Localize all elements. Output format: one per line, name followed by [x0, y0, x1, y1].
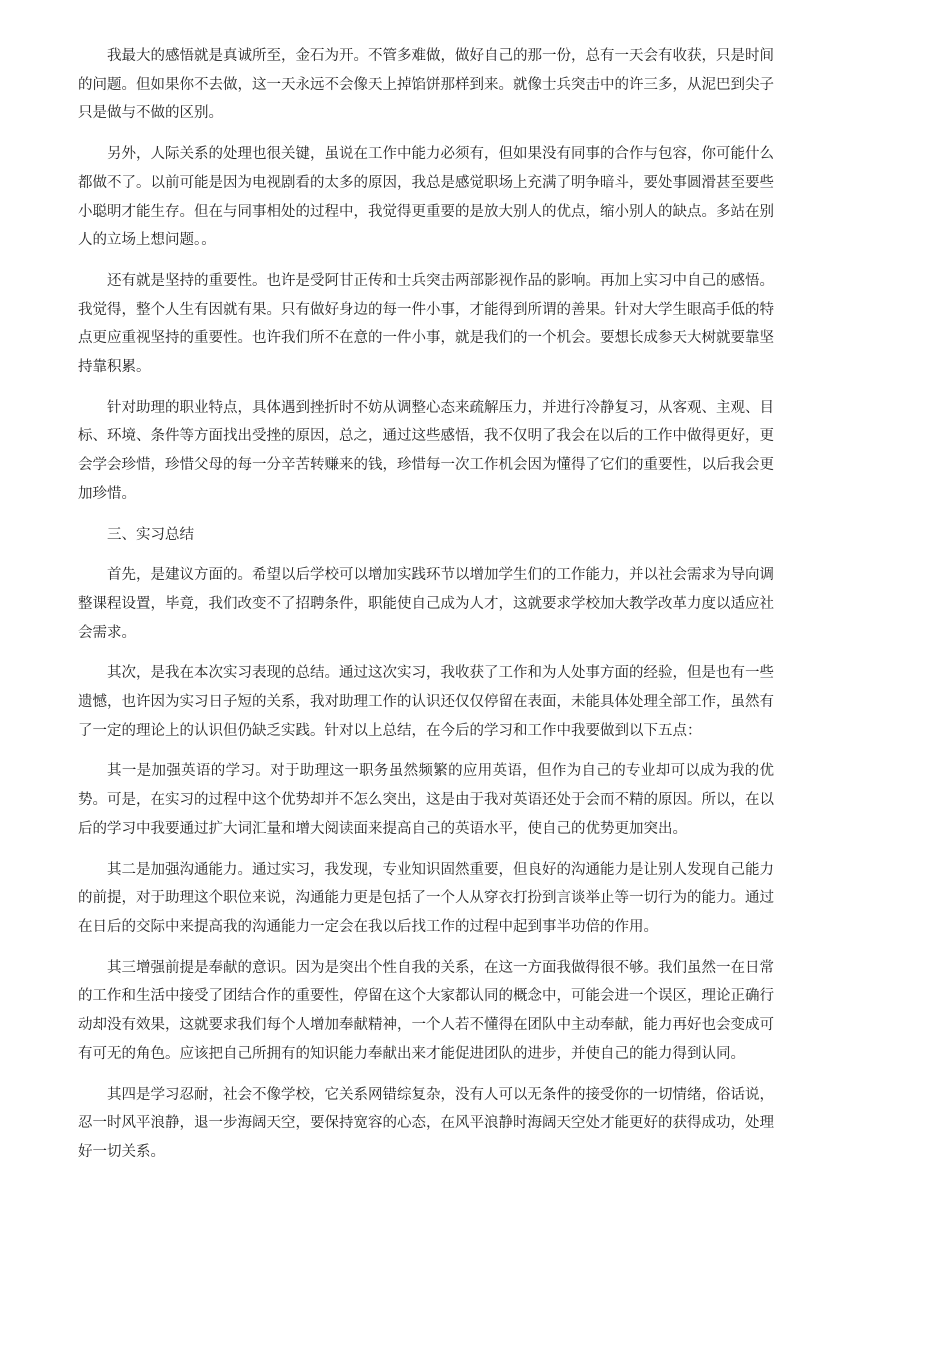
- paragraph-point-communication: 其二是加强沟通能力。通过实习，我发现，专业知识固然重要，但良好的沟通能力是让别人发现自己能力的前提，对于助理这个职位来说，沟通能力更是包括了一个人从穿衣打扮到言谈举止等一切行为的能力。通过在日后的交际中来提高我的沟通能力一定会在我以后找工作的过程中起到事半功倍的作用。: [78, 861, 774, 935]
- paragraph-persistence: 还有就是坚持的重要性。也许是受阿甘正传和士兵突击两部影视作品的影响。再加上实习中自己的感悟。我觉得，整个人生有因就有果。只有做好身边的每一件小事，才能得到所谓的善果。针对大学生眼高手低的特点更应重视坚持的重要性。也许我们所不在意的一件小事，就是我们的一个机会。要想长成参天大树就要靠坚持靠积累。: [78, 272, 774, 376]
- paragraph-suggestions: 首先，是建议方面的。希望以后学校可以增加实践环节以增加学生们的工作能力，并以社会需求为导向调整课程设置，毕竟，我们改变不了招聘条件，职能使自己成为人才，这就要求学校加大教学改革力度以适应社会需求。: [78, 567, 774, 641]
- paragraph-point-patience: 其四是学习忍耐，社会不像学校，它关系网错综复杂，没有人可以无条件的接受你的一切情绪，俗话说，忍一时风平浪静，退一步海阔天空，要保持宽容的心态，在风平浪静时海阔天空处才能更好的获得成功，处理好一切关系。: [78, 1086, 774, 1160]
- paragraph-point-dedication: 其三增强前提是奉献的意识。因为是突出个性自我的关系，在这一方面我做得很不够。我们虽然一在日常的工作和生活中接受了团结合作的重要性，停留在这个大家都认同的概念中，可能会进一个误区，理论正确行动却没有效果，这就要求我们每个人增加奉献精神，一个人若不懂得在团队中主动奉献，能力再好也会变成可有可无的角色。应该把自己所拥有的知识能力奉献出来才能促进团队的进步，并使自己的能力得到认同。: [78, 959, 774, 1062]
- document-body: [78, 42, 774, 1179]
- paragraph-relationships: 另外，人际关系的处理也很关键，虽说在工作中能力必须有，但如果没有同事的合作与包容，你可能什么都做不了。以前可能是因为电视剧看的太多的原因，我总是感觉职场上充满了明争暗斗，要处事圆滑甚至要些小聪明才能生存。但在与同事相处的过程中，我觉得更重要的是放大别人的优点，缩小别人的缺点。多站在别人的立场上想问题。。: [78, 146, 774, 249]
- paragraph-sincerity: 我最大的感悟就是真诚所至，金石为开。不管多难做，做好自己的那一份，总有一天会有收获，只是时间的问题。但如果你不去做，这一天永远不会像天上掉馅饼那样到来。就像士兵突击中的许三多，从泥巴到尖子只是做与不做的区别。: [78, 48, 774, 122]
- paragraph-point-english: 其一是加强英语的学习。对于助理这一职务虽然频繁的应用英语，但作为自己的专业却可以成为我的优势。可是，在实习的过程中这个优势却并不怎么突出，这是由于我对英语还处于会而不精的原因。所以，在以后的学习中我要通过扩大词汇量和增大阅读面来提高自己的英语水平，使自己的优势更加突出。: [78, 763, 774, 837]
- section-heading-summary: 三、实习总结: [107, 526, 194, 543]
- paragraph-assistant-setbacks: 针对助理的职业特点，具体遇到挫折时不妨从调整心态来疏解压力，并进行冷静复习，从客观、主观、目标、环境、条件等方面找出受挫的原因，总之，通过这些感悟，我不仅明了我会在以后的工作中做得更好，更会学会珍惜，珍惜父母的每一分辛苦转赚来的钱，珍惜每一次工作机会因为懂得了它们的重要性，以后我会更加珍惜。: [78, 399, 774, 502]
- paragraph-performance-summary: 其次，是我在本次实习表现的总结。通过这次实习，我收获了工作和为人处事方面的经验，但是也有一些遗憾，也许因为实习日子短的关系，我对助理工作的认识还仅仅停留在表面，未能具体处理全部工作，虽然有了一定的理论上的认识但仍缺乏实践。针对以上总结，在今后的学习和工作中我要做到以下五点：: [78, 665, 774, 739]
